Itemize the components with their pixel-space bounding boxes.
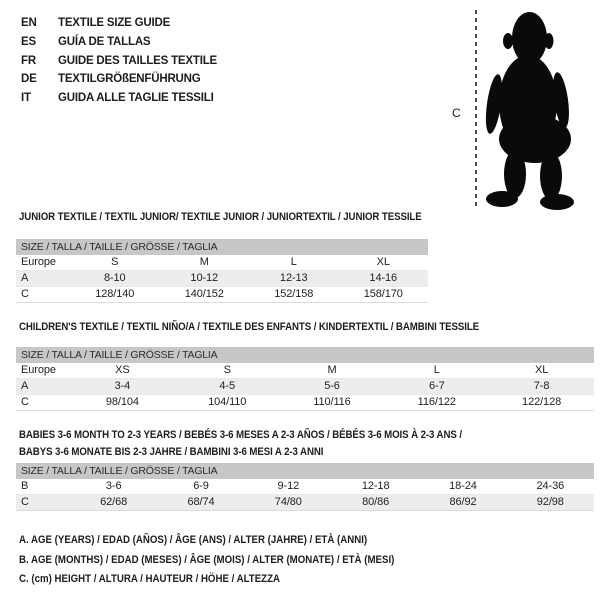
size-value: M xyxy=(199,256,209,268)
size-value: 5-6 xyxy=(324,380,340,392)
language-row xyxy=(21,33,217,52)
size-value: 6-7 xyxy=(428,380,445,392)
height-measure-label: C xyxy=(452,106,461,120)
legend-row: B. AGE (MONTHS) / EDAD (MESES) / ÂGE (MOIS) / ALTER (MONATE) / ETÀ (MESI) xyxy=(19,553,395,566)
size-value: 74/80 xyxy=(274,496,302,508)
language-list xyxy=(21,14,217,108)
table-rows xyxy=(16,363,594,411)
table-row xyxy=(16,395,594,411)
language-code: FR xyxy=(21,54,36,67)
height-measure-dashed-line xyxy=(475,10,477,208)
row-label: Europe xyxy=(21,256,56,268)
size-value: 6-9 xyxy=(193,480,209,492)
size-value: 3-6 xyxy=(105,480,122,492)
table-rows xyxy=(16,479,594,511)
language-code: DE xyxy=(21,73,37,86)
table-row xyxy=(16,287,428,303)
language-row xyxy=(21,52,217,71)
size-value: 4-5 xyxy=(219,380,235,392)
table-row xyxy=(16,479,594,495)
table-rows xyxy=(16,255,428,303)
row-label: C xyxy=(21,396,29,408)
language-code: IT xyxy=(21,92,31,105)
size-value: 68/74 xyxy=(187,496,215,508)
row-label: A xyxy=(21,272,29,284)
size-value: XL xyxy=(534,364,549,376)
size-value: XL xyxy=(376,256,390,268)
row-label: C xyxy=(21,496,29,508)
size-value: 10-12 xyxy=(190,272,219,284)
size-value: 140/152 xyxy=(184,288,224,300)
size-value: 3-4 xyxy=(114,380,131,392)
size-band-header: SIZE / TALLA / TAILLE / GRÖSSE / TAGLIA xyxy=(16,463,594,479)
size-band-header: SIZE / TALLA / TAILLE / GRÖSSE / TAGLIA xyxy=(16,239,428,255)
language-label: GUIDA ALLE TAGLIE TESSILI xyxy=(58,92,214,105)
size-value: 104/110 xyxy=(208,396,247,408)
table-title-line: BABIES 3-6 MONTH TO 2-3 YEARS / BEBÉS 3-6 MESES A 2-3 AÑOS / BÉBÉS 3-6 MOIS À 2-3 ANS / xyxy=(19,429,462,441)
size-value: 158/170 xyxy=(363,288,403,300)
junior-textile-table xyxy=(16,211,428,303)
size-value: 98/104 xyxy=(105,396,139,408)
size-value: 128/140 xyxy=(95,288,135,300)
table-row xyxy=(16,363,594,379)
size-value: 110/116 xyxy=(313,396,351,408)
language-label: GUÍA DE TALLAS xyxy=(58,35,151,48)
size-value: 14-16 xyxy=(369,272,398,284)
legend-row: C. (cm) HEIGHT / ALTURA / HAUTEUR / HÖHE / ALTEZZA xyxy=(19,573,281,586)
childrens-textile-table xyxy=(16,321,594,411)
language-row xyxy=(21,14,217,33)
table-row xyxy=(16,495,594,511)
row-label: B xyxy=(21,480,29,492)
language-label: GUIDE DES TAILLES TEXTILE xyxy=(58,54,217,67)
size-value: 152/158 xyxy=(274,288,314,300)
size-band-header: SIZE / TALLA / TAILLE / GRÖSSE / TAGLIA xyxy=(16,347,594,363)
size-value: XS xyxy=(115,364,130,376)
language-code: ES xyxy=(21,35,36,48)
size-value: 9-12 xyxy=(277,480,300,492)
legend-row: A. AGE (YEARS) / EDAD (AÑOS) / ÂGE (ANS) / ALTER (JAHRE) / ETÀ (ANNI) xyxy=(19,534,368,546)
measure-legend xyxy=(19,531,446,590)
table-row xyxy=(16,379,594,395)
size-value: 18-24 xyxy=(449,480,477,492)
table-title-line: CHILDREN'S TEXTILE / TEXTIL NIÑO/A / TEXTILE DES ENFANTS / KINDERTEXTIL / BAMBINI TESSILE xyxy=(19,321,480,333)
size-value: 7-8 xyxy=(533,380,550,392)
table-title xyxy=(16,211,428,224)
babies-textile-table xyxy=(16,427,594,511)
language-label: TEXTILE SIZE GUIDE xyxy=(58,17,171,29)
size-value: 24-36 xyxy=(536,480,565,492)
size-value: 12-18 xyxy=(361,480,390,492)
language-code: EN xyxy=(21,17,37,29)
size-value: L xyxy=(433,364,440,376)
size-value: 122/128 xyxy=(522,396,562,408)
row-label: C xyxy=(21,288,29,300)
size-value: S xyxy=(223,364,231,376)
size-value: M xyxy=(327,364,337,376)
size-value: 62/68 xyxy=(100,496,128,508)
language-label: TEXTILGRÖßENFÜHRUNG xyxy=(58,73,201,86)
size-value: 116/122 xyxy=(417,396,456,408)
language-row xyxy=(21,70,217,89)
table-title-line: JUNIOR TEXTILE / TEXTIL JUNIOR/ TEXTILE JUNIOR / JUNIORTEXTIL / JUNIOR TESSILE xyxy=(19,211,422,223)
toddler-silhouette-icon xyxy=(484,8,584,212)
size-value: 86/92 xyxy=(449,496,477,508)
size-value: L xyxy=(290,256,297,268)
language-row xyxy=(21,89,217,108)
table-title xyxy=(16,427,594,461)
size-value: 12-13 xyxy=(279,272,308,284)
size-value: 8-10 xyxy=(103,272,126,284)
table-row xyxy=(16,271,428,287)
table-title-line: BABYS 3-6 MONATE BIS 2-3 JAHRE / BAMBINI 3-6 MESI A 2-3 ANNI xyxy=(19,446,324,458)
table-row xyxy=(16,255,428,271)
size-value: 92/98 xyxy=(536,496,564,508)
row-label: A xyxy=(21,380,29,392)
size-value: S xyxy=(111,256,119,268)
size-value: 80/86 xyxy=(362,496,390,508)
table-title xyxy=(16,321,594,334)
row-label: Europe xyxy=(21,364,56,376)
